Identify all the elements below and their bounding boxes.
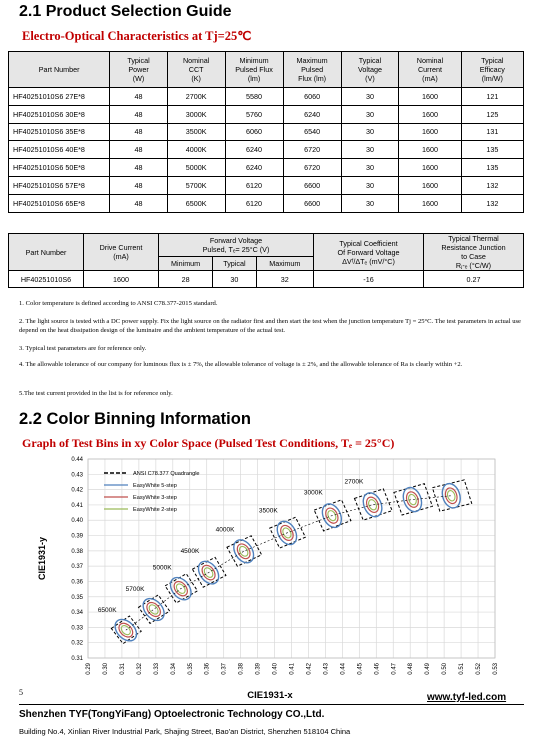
company-address: Building No.4, Xinlian River Industrial Park, Shajing Street, Bao'an District, Shenzhen 518104 China [19, 727, 351, 736]
col-drive-current: Drive Current (mA) [84, 234, 159, 271]
cell: 1600 [399, 194, 461, 212]
note-2: 2. The light source is tested with a DC power supply. Fix the light source on the radiator first and then start the test when the junction temperature Tj = 25°C. The test parameters in actual use depend on the heat dissipation design of the luminaire and the ambient temperature of the actual test. [19, 318, 521, 334]
subtitle-color-bins: Graph of Test Bins in xy Color Space (Pulsed Test Conditions, Tₑ = 25°C) [22, 436, 395, 450]
col-coefficient: Typical Coefficient Of Forward Voltage ΔVᶠ/ΔTₑ (mV/°C) [314, 234, 424, 271]
voltage-table [8, 233, 524, 288]
y-tick-label: 0.35 [71, 594, 83, 601]
x-axis-label: CIE1931-x [247, 690, 293, 701]
cell: 5700K [167, 176, 225, 194]
y-tick-label: 0.33 [71, 625, 83, 632]
cell: 6060 [283, 88, 341, 106]
x-tick-label: 0.43 [323, 663, 330, 675]
footer-divider [19, 704, 524, 705]
cell: HF40251010S6 57E*8 [9, 176, 110, 194]
cell: 48 [110, 176, 167, 194]
y-tick-label: 0.37 [71, 564, 83, 571]
x-tick-label: 0.51 [459, 663, 466, 675]
cell: 48 [110, 105, 167, 123]
x-tick-label: 0.32 [136, 663, 143, 675]
cell: 48 [110, 88, 167, 106]
column-header: Minimum Pulsed Flux (lm) [225, 52, 283, 88]
cell: 30 [341, 141, 399, 159]
cell: HF40251010S6 40E*8 [9, 141, 110, 159]
y-tick-label: 0.42 [71, 487, 83, 494]
cell: 6720 [283, 141, 341, 159]
x-tick-label: 0.38 [238, 663, 245, 675]
cell: 30 [341, 176, 399, 194]
cell: 6720 [283, 159, 341, 177]
legend-label: EasyWhite 2-step [133, 507, 177, 513]
note-5: 5.The test current provided in the list is for reference only. [19, 390, 173, 397]
legend-label: EasyWhite 5-step [133, 483, 177, 489]
cell: 1600 [399, 141, 461, 159]
bin-label: 4500K [180, 548, 200, 556]
cell: 6060 [225, 123, 283, 141]
y-tick-label: 0.40 [71, 518, 83, 525]
x-tick-label: 0.46 [374, 663, 381, 675]
table-row [9, 176, 524, 194]
table-row [9, 159, 524, 177]
x-tick-label: 0.30 [102, 663, 109, 675]
ellipse-3-step [144, 600, 163, 619]
cell: 6240 [283, 105, 341, 123]
x-tick-label: 0.45 [357, 663, 364, 675]
column-header: Nominal Current (mA) [399, 52, 461, 88]
cell: 1600 [399, 159, 461, 177]
col-part-number: Part Number [9, 234, 84, 271]
x-tick-label: 0.41 [289, 663, 296, 675]
cell: 30 [341, 159, 399, 177]
cell: 48 [110, 194, 167, 212]
x-tick-label: 0.35 [187, 663, 194, 675]
x-tick-label: 0.39 [255, 663, 262, 675]
table-row [9, 194, 524, 212]
cell: 0.27 [424, 271, 524, 288]
cell: 125 [461, 105, 523, 123]
x-tick-label: 0.37 [221, 663, 228, 675]
x-tick-label: 0.44 [340, 663, 347, 675]
x-tick-label: 0.42 [306, 663, 313, 675]
col-min: Minimum [159, 256, 213, 270]
y-tick-label: 0.36 [71, 579, 83, 586]
cell: 30 [341, 88, 399, 106]
ellipse-2-step [147, 603, 159, 616]
cell: 1600 [399, 105, 461, 123]
cell: 132 [461, 194, 523, 212]
cell: 6600 [283, 194, 341, 212]
bin-label: 3000K [303, 489, 323, 497]
ellipse-5-step [139, 594, 168, 624]
legend-label: ANSI C78.377 Quadrangle [133, 471, 200, 477]
y-tick-label: 0.39 [71, 533, 83, 540]
column-header: Part Number [9, 52, 110, 88]
bin-label: 4000K [215, 526, 235, 534]
ellipse-3-step [444, 486, 459, 505]
cell: 121 [461, 88, 523, 106]
x-tick-label: 0.52 [476, 663, 483, 675]
planckian-locus [126, 496, 451, 630]
x-tick-label: 0.47 [391, 663, 398, 675]
cell: 6120 [225, 176, 283, 194]
cell: 1600 [399, 123, 461, 141]
cell: HF40251010S6 65E*8 [9, 194, 110, 212]
bin-label: 6500K [97, 607, 117, 615]
y-tick-label: 0.31 [71, 656, 83, 662]
cell: 30 [341, 123, 399, 141]
cell: 28 [159, 271, 213, 288]
company-name: Shenzhen TYF(TongYiFang) Optoelectronic Technology CO.,Ltd. [19, 709, 325, 720]
product-table [8, 51, 524, 213]
x-tick-label: 0.36 [204, 663, 211, 675]
cell: 135 [461, 141, 523, 159]
cell: 1600 [399, 176, 461, 194]
cell: 135 [461, 159, 523, 177]
cie-chart [0, 450, 541, 702]
x-tick-label: 0.34 [170, 663, 177, 675]
x-tick-label: 0.50 [442, 663, 449, 675]
col-forward-voltage: Forward Voltage Pulsed, Tₑ= 25°C (V) [159, 234, 314, 257]
cell: 131 [461, 123, 523, 141]
cell: 48 [110, 141, 167, 159]
x-tick-label: 0.48 [408, 663, 415, 675]
note-1: 1. Color temperature is defined according to ANSI C78.377-2015 standard. [19, 300, 218, 307]
bin-label: 3500K [258, 507, 278, 515]
cell: 4000K [167, 141, 225, 159]
cell: 30 [213, 271, 256, 288]
column-header: Typical Voltage (V) [341, 52, 399, 88]
x-tick-label: 0.29 [86, 663, 92, 675]
y-axis-label: CIE1931-y [37, 536, 47, 581]
x-tick-label: 0.49 [425, 663, 432, 675]
cell: 3500K [167, 123, 225, 141]
cell: 48 [110, 159, 167, 177]
cell: 48 [110, 123, 167, 141]
cell: 30 [341, 194, 399, 212]
cell: -16 [314, 271, 424, 288]
section-title-product-guide: 2.1 Product Selection Guide [19, 3, 232, 20]
bin-label: 5700K [125, 585, 145, 593]
cell: 5580 [225, 88, 283, 106]
col-thermal-resistance: Typical Thermal Resistance Junction to Case Rⱼ‑ₑ (°C/W) [424, 234, 524, 271]
table-row [9, 141, 524, 159]
y-tick-label: 0.41 [71, 502, 83, 509]
y-tick-label: 0.34 [71, 610, 83, 617]
cell: 5760 [225, 105, 283, 123]
column-header: Nominal CCT (K) [167, 52, 225, 88]
cell: 6240 [225, 159, 283, 177]
y-tick-label: 0.32 [71, 640, 83, 647]
website-link[interactable]: www.tyf-led.com [427, 692, 507, 703]
column-header: Typical Power (W) [110, 52, 167, 88]
cell: 6600 [283, 176, 341, 194]
cell: 3000K [167, 105, 225, 123]
cell: 1600 [84, 271, 159, 288]
y-tick-label: 0.43 [71, 472, 83, 479]
table-row [9, 123, 524, 141]
cell: 6240 [225, 141, 283, 159]
column-header: Typical Efficacy (lm/W) [461, 52, 523, 88]
ellipse-2-step [120, 624, 133, 637]
legend-label: EasyWhite 3-step [133, 495, 177, 501]
column-header: Maximum Pulsed Flux (lm) [283, 52, 341, 88]
cell: HF40251010S6 35E*8 [9, 123, 110, 141]
cell: 1600 [399, 88, 461, 106]
col-max: Maximum [256, 256, 313, 270]
cell: HF40251010S6 [9, 271, 84, 288]
cell: 32 [256, 271, 313, 288]
bin-label: 5000K [152, 564, 172, 572]
subtitle-electro-optical: Electro-Optical Characteristics at Tj=25℃ [22, 29, 252, 43]
cell: 132 [461, 176, 523, 194]
x-tick-label: 0.53 [493, 663, 499, 675]
bin-label: 2700K [344, 478, 364, 486]
x-tick-label: 0.31 [119, 663, 126, 675]
cell: 6500K [167, 194, 225, 212]
page-number: 5 [19, 688, 23, 697]
ellipse-5-step [111, 615, 141, 645]
cell: 5000K [167, 159, 225, 177]
cell: 2700K [167, 88, 225, 106]
note-4: 4. The allowable tolerance of our company for luminous flux is ± 7%, the allowable tolerance of voltage is ± 2%, and the allowable tolerance of Ra is clearly within +2. [19, 361, 463, 368]
x-tick-label: 0.33 [153, 663, 160, 675]
cell: 30 [341, 105, 399, 123]
x-tick-label: 0.40 [272, 663, 279, 675]
col-typ: Typical [213, 256, 256, 270]
cell: HF40251010S6 50E*8 [9, 159, 110, 177]
note-3: 3. Typical test parameters are for reference only. [19, 345, 147, 352]
y-tick-label: 0.44 [71, 457, 83, 463]
table-row [9, 88, 524, 106]
table-row [9, 105, 524, 123]
section-title-color-binning: 2.2 Color Binning Information [19, 410, 251, 428]
cell: 6540 [283, 123, 341, 141]
cell: HF40251010S6 27E*8 [9, 88, 110, 106]
y-tick-label: 0.38 [71, 548, 83, 555]
cell: 6120 [225, 194, 283, 212]
cell: HF40251010S6 30E*8 [9, 105, 110, 123]
